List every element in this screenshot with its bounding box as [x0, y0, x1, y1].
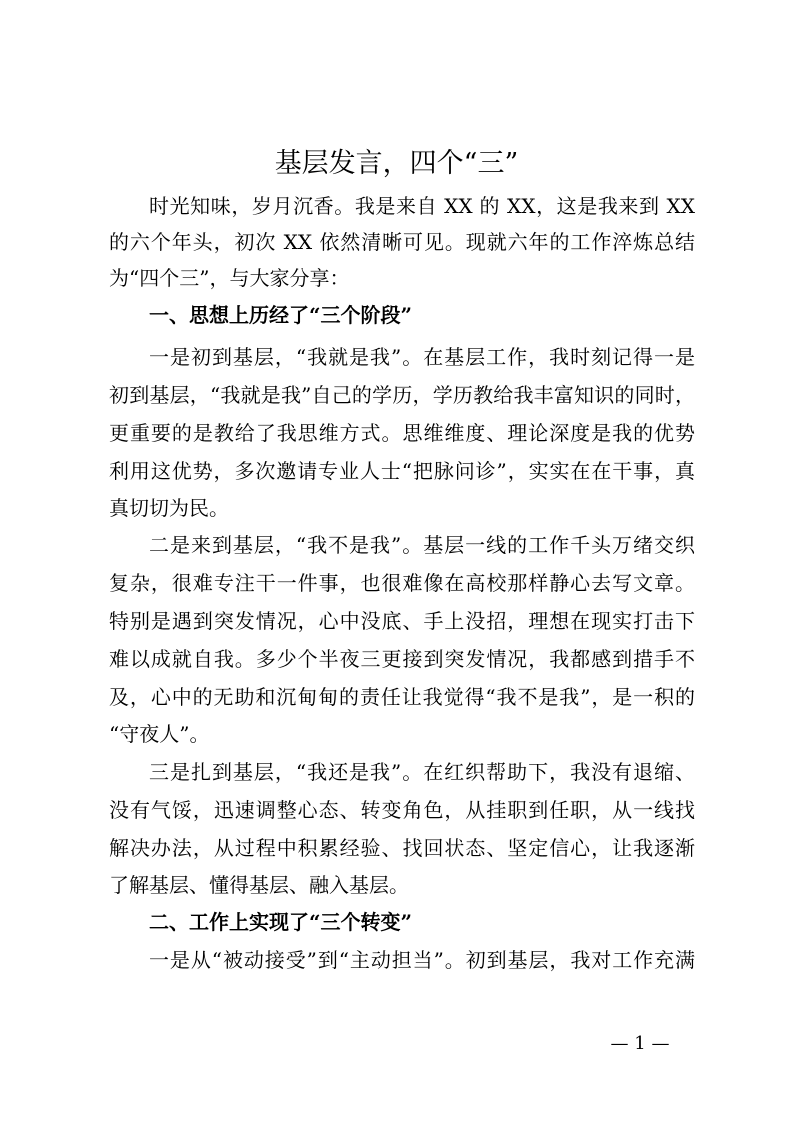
- document-title: 基层发言，四个“三”: [274, 148, 519, 179]
- paragraph-line: 二是来到基层，“我不是我”。基层一线的工作千头万绪交织: [149, 533, 695, 557]
- paragraph-line: 复杂，很难专注干一件事，也很难像在高校那样静心去写文章。: [109, 571, 695, 595]
- paragraph-line: 及，心中的无助和沉甸甸的责任让我觉得“我不是我”，是一积的: [109, 685, 695, 709]
- paragraph-line: 解决办法，从过程中积累经验、找回状态、坚定信心，让我逐渐: [109, 836, 695, 860]
- paragraph-line: 初到基层，“我就是我”自己的学历，学历教给我丰富知识的同时，: [109, 383, 695, 407]
- paragraph-line: 难以成就自我。多少个半夜三更接到突发情况，我都感到措手不: [109, 647, 695, 671]
- section-heading: 一、思想上历经了“三个阶段”: [149, 303, 413, 327]
- paragraph-line: 一是从“被动接受”到“主动担当”。初到基层，我对工作充满: [149, 948, 695, 972]
- paragraph-line: 真切切为民。: [109, 496, 229, 520]
- paragraph-line: 的六个年头，初次 XX 依然清晰可见。现就六年的工作淬炼总结: [109, 230, 695, 254]
- paragraph-line: 为“四个三”，与大家分享：: [109, 266, 350, 290]
- paragraph-line: 三是扎到基层，“我还是我”。在红织帮助下，我没有退缩、: [149, 760, 695, 784]
- page-number: — 1 —: [610, 1033, 670, 1054]
- paragraph-line: 利用这优势，多次邀请专业人士“把脉问诊”，实实在在干事，真: [109, 459, 695, 483]
- paragraph-line: 一是初到基层，“我就是我”。在基层工作，我时刻记得一是: [149, 345, 695, 369]
- paragraph-line: “守夜人”。: [109, 722, 210, 746]
- paragraph-line: 时光知味，岁月沉香。我是来自 XX 的 XX，这是我来到 XX: [149, 194, 695, 218]
- paragraph-line: 特别是遇到突发情况，心中没底、手上没招，理想在现实打击下: [109, 609, 695, 633]
- paragraph-line: 没有气馁，迅速调整心态、转变角色，从挂职到任职，从一线找: [109, 798, 695, 822]
- section-heading: 二、工作上实现了“三个转变”: [149, 910, 413, 934]
- paragraph-line: 了解基层、懂得基层、融入基层。: [109, 873, 409, 897]
- paragraph-line: 更重要的是教给了我思维方式。思维维度、理论深度是我的优势: [109, 421, 695, 445]
